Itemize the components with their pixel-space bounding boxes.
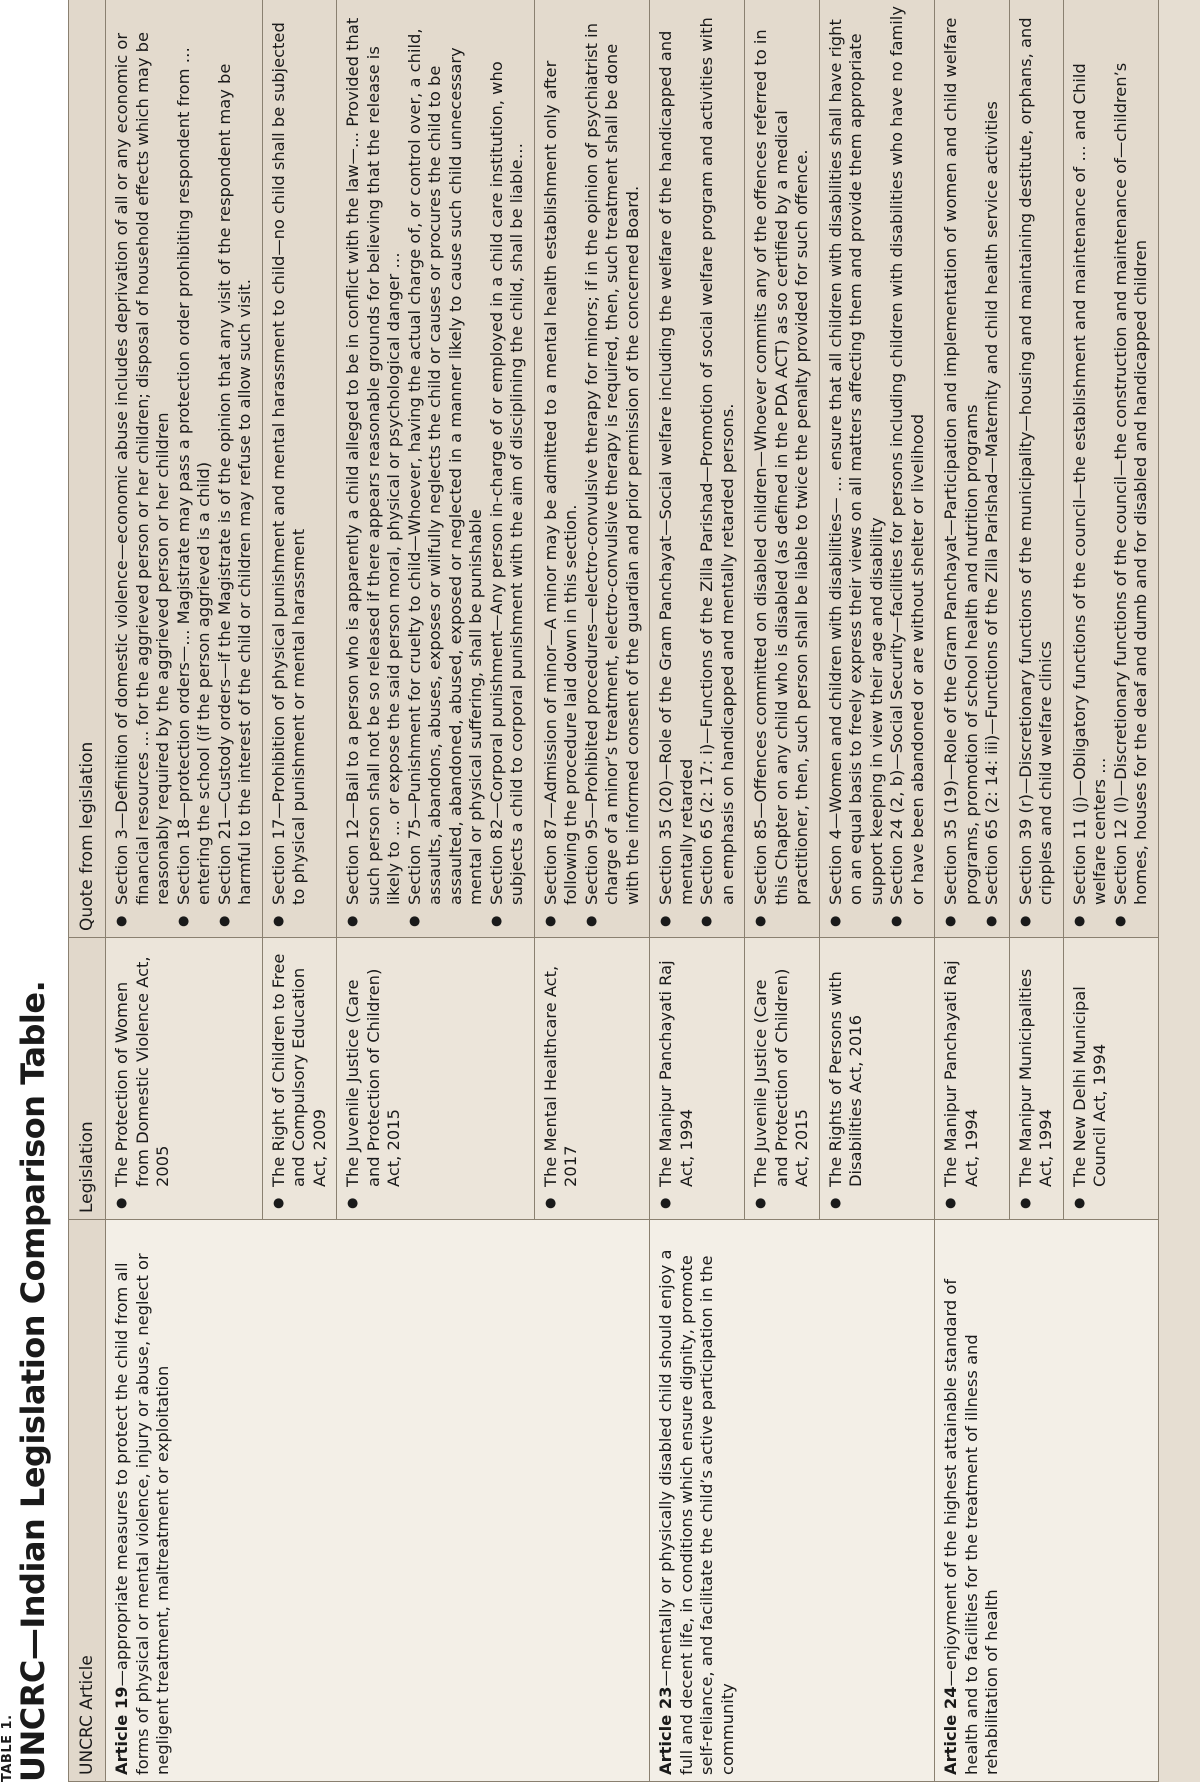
quote-text: Section 18—protection orders—… Magistrate may pass a protection order prohibiting respondent from … entering the school (if the person aggrieved is a child)	[173, 47, 213, 905]
quote-cell	[534, 0, 650, 938]
bullet-icon: ●	[1071, 915, 1087, 927]
bullet-icon: ●	[345, 915, 360, 927]
quote-cell	[1063, 0, 1158, 938]
quote-item	[982, 6, 1003, 931]
quote-text: Section 11 (j)—Obligatory functions of the council—the establishment and maintenance of … and Child welfare centers …	[1069, 63, 1109, 905]
article-title: Article 23	[656, 1686, 675, 1775]
legislation-item	[112, 944, 174, 1213]
legislation-cell	[745, 938, 820, 1220]
bullet-icon: ●	[699, 915, 714, 927]
quote-text: Section 21—Custody orders—if the Magistrate is of the opinion that any visit of the respondent may be harmful to the interest of the child or children may refuse to allow such visit.	[214, 63, 254, 905]
bullet-icon: ●	[1071, 1197, 1087, 1209]
quote-list	[343, 6, 528, 931]
legislation-item	[269, 944, 331, 1213]
article-description: —mentally or physically disabled child should enjoy a full and decent life, in conditions which ensure dignity, promote self-reliance, and facilitate the child’s active participation in the community	[656, 1249, 737, 1775]
legislation-item	[1070, 944, 1111, 1213]
table-row	[650, 0, 745, 1782]
bullet-icon: ●	[583, 915, 599, 927]
quote-text: Section 87—Admission of minor—A minor may be admitted to a mental health establishment only after following the procedure laid down in this section.	[540, 60, 580, 905]
quote-text: Section 35 (20)—Role of the Gram Panchayat—Social welfare including the welfare of the handicapped and mentally retarded	[656, 30, 696, 905]
legislation-item	[541, 944, 582, 1213]
uncrc-article-cell	[106, 1220, 650, 1782]
quote-item	[343, 6, 405, 931]
quote-item	[405, 6, 487, 931]
legislation-cell	[337, 938, 535, 1220]
bullet-icon: ●	[943, 915, 958, 927]
quote-cell	[106, 0, 263, 938]
legislation-item	[1016, 944, 1057, 1213]
quote-list	[1016, 6, 1057, 931]
quote-list	[541, 6, 644, 931]
quote-text: Section 3—Definition of domestic violence—economic abuse includes deprivation of all or any economic or financial resources … for the aggrieved person or her children; disposal of household effects which may be reasonably required by the aggrieved person or her children	[112, 32, 172, 905]
bullet-icon: ●	[345, 1197, 360, 1209]
quote-text: Section 95—Prohibited procedures—electro-convulsive therapy for minors; if in the opinion of psychiatrist in charge of a minor’s treatment, electro-convulsive therapy is required, then, such treatment shall be done with the informed consent of the guardian and prior permission of the concerned Board.	[581, 22, 642, 905]
article-title: Article 24	[941, 1686, 960, 1775]
quote-item	[215, 6, 256, 931]
quote-list	[751, 6, 813, 931]
quote-text: Section 65 (2: 17: i)—Functions of the Zilla Parishad—Promotion of social welfare program and activities with an emphasis on handicapped and mentally retarded persons.	[697, 17, 737, 905]
quote-text: Section 12—Bail to a person who is apparently a child alleged to be in conflict with the law—… Provided that such person shall not be so released if there appears reasonable grounds for believing that the release is likely to … or expose the said person moral, physical or psychological danger …	[343, 17, 403, 905]
bullet-icon: ●	[984, 915, 999, 927]
table-body	[106, 0, 1159, 1782]
uncrc-article-cell	[650, 1220, 935, 1782]
bullet-icon: ●	[889, 915, 904, 927]
bullet-icon: ●	[270, 915, 286, 927]
quote-cell	[337, 0, 535, 938]
legislation-name: The Juvenile Justice (Care and Protection of Children) Act, 2015	[343, 968, 403, 1187]
legislation-name: The Juvenile Justice (Care and Protection of Children) Act, 2015	[751, 968, 811, 1187]
legislation-cell	[819, 938, 935, 1220]
legislation-cell	[1009, 938, 1063, 1220]
quote-item	[941, 6, 982, 931]
quote-list	[826, 6, 929, 931]
legislation-cell	[1063, 938, 1158, 1220]
quote-item	[697, 6, 738, 931]
table-row	[106, 0, 263, 1782]
table-label: TABLE 1.	[0, 1714, 15, 1782]
quote-text: Section 17—Prohibition of physical punishment and mental harassment to child—no child shall be subjected to physical punishment or mental harassment	[268, 22, 308, 905]
quote-text: Section 82—Corporal punishment—Any person in-charge of or employed in a child care institution, who subjects a child to corporal punishment with the aim of disciplining the child, shall be liable…	[486, 61, 526, 905]
comparison-table-container	[68, 0, 1200, 1782]
header-quote: Quote from legislation	[69, 0, 106, 938]
bullet-icon: ●	[753, 1197, 768, 1209]
quote-list	[112, 6, 256, 931]
legislation-item	[826, 944, 867, 1213]
quote-text: Section 85—Offences committed on disabled children—Whoever commits any of the offences referred to in this Chapter on any child who is disabled (as defined in the PDA ACT) as so certified by a medical practitioner, then, such person shall be liable to twice the penalty provided for such offence.	[751, 29, 811, 905]
quote-cell	[650, 0, 745, 938]
bullet-icon: ●	[542, 915, 558, 927]
article-description: —enjoyment of the highest attainable standard of health and to facilities for the treatment of illness and rehabilitation of health	[941, 1278, 1001, 1775]
quote-item	[582, 6, 644, 931]
bullet-icon: ●	[827, 915, 843, 927]
quote-item	[541, 6, 582, 931]
legislation-name: The Manipur Panchayati Raj Act, 1994	[656, 960, 696, 1187]
bullet-icon: ●	[542, 1197, 558, 1209]
legislation-item	[751, 944, 813, 1213]
quote-item	[751, 6, 813, 931]
article-description: —appropriate measures to protect the child from all forms of physical or mental violence, injury or abuse, neglect or negligent treatment, maltreatment or exploitation	[112, 1253, 172, 1775]
quote-item	[174, 6, 215, 931]
quote-item	[1016, 6, 1057, 931]
legislation-name: The Mental Healthcare Act, 2017	[540, 965, 580, 1187]
legislation-cell	[650, 938, 745, 1220]
legislation-cell	[935, 938, 1010, 1220]
bullet-icon: ●	[488, 915, 504, 927]
quote-list	[656, 6, 738, 931]
bullet-icon: ●	[270, 1197, 286, 1209]
bullet-icon: ●	[827, 1197, 843, 1209]
quote-text: Section 4—Women and children with disabilities— … ensure that all children with disabilities shall have right on an equal basis to freely express their views on all matters affecting them and provide them appropriate support keeping in view their age and disability	[825, 19, 886, 905]
bullet-icon: ●	[753, 915, 768, 927]
bullet-icon: ●	[658, 915, 673, 927]
bullet-icon: ●	[406, 915, 422, 927]
header-uncrc-article: UNCRC Article	[69, 1220, 106, 1782]
header-row	[69, 0, 106, 1782]
quote-text: Section 65 (2: 14: iii)—Functions of the Zilla Parishad—Maternity and child health service activities	[982, 101, 1001, 905]
legislation-name: The Manipur Panchayati Raj Act, 1994	[941, 960, 981, 1187]
quote-text: Section 75—Punishment for cruelty to child—Whoever, having the actual charge of, or control over, a child, assaults, abandons, abuses, exposes or wilfully neglects the child or causes or procures the child to be assaulted, abandoned, abused, exposed or neglected in a manner likely to cause such child unnecessary mental or physical suffering, shall be punishable	[404, 28, 485, 905]
table-row	[935, 0, 1010, 1782]
legislation-item	[343, 944, 405, 1213]
legislation-name: The Right of Children to Free and Compulsory Education Act, 2009	[268, 953, 329, 1187]
table-title: UNCRC—Indian Legislation Comparison Table.	[14, 980, 52, 1782]
quote-item	[1070, 6, 1111, 931]
uncrc-article-cell	[935, 1220, 1159, 1782]
quote-cell	[745, 0, 820, 938]
legislation-item	[656, 944, 697, 1213]
quote-item	[656, 6, 697, 931]
legislation-cell	[534, 938, 650, 1220]
quote-text: Section 35 (19)—Role of the Gram Panchayat—Participation and implementation of women and child welfare programs, promotion of school health and nutrition programs	[941, 17, 981, 905]
bullet-icon: ●	[114, 1197, 129, 1209]
header-legislation: Legislation	[69, 938, 106, 1220]
quote-item	[1111, 6, 1152, 931]
quote-cell	[262, 0, 337, 938]
comparison-table	[68, 0, 1159, 1782]
bullet-icon: ●	[114, 915, 129, 927]
quote-item	[487, 6, 528, 931]
bullet-icon: ●	[658, 1197, 673, 1209]
quote-list	[269, 6, 310, 931]
legislation-item	[941, 944, 982, 1213]
legislation-cell	[262, 938, 337, 1220]
legislation-cell	[106, 938, 263, 1220]
legislation-name: The Manipur Municipalities Act, 1994	[1015, 968, 1055, 1187]
quote-cell	[819, 0, 935, 938]
quote-item	[112, 6, 174, 931]
bullet-icon: ●	[1112, 915, 1128, 927]
quote-list	[941, 6, 1003, 931]
quote-item	[826, 6, 888, 931]
bullet-icon: ●	[216, 915, 232, 927]
bullet-icon: ●	[1017, 915, 1033, 927]
bullet-icon: ●	[1017, 1197, 1033, 1209]
quote-list	[1070, 6, 1152, 931]
legislation-name: The Protection of Women from Domestic Violence Act, 2005	[112, 956, 172, 1187]
bullet-icon: ●	[943, 1197, 958, 1209]
quote-cell	[935, 0, 1010, 938]
quote-item	[887, 6, 928, 931]
legislation-name: The New Delhi Municipal Council Act, 1994	[1069, 986, 1109, 1187]
bullet-icon: ●	[175, 915, 191, 927]
quote-text: Section 24 (2, b)—Social Security—facilities for persons including children with disabilities who have no family or have been abandoned or are without shelter or livelihood	[887, 6, 927, 905]
article-title: Article 19	[112, 1686, 131, 1775]
quote-item	[269, 6, 310, 931]
quote-cell	[1009, 0, 1063, 938]
quote-text: Section 39 (r)—Discretionary functions of the municipality—housing and maintaining destitute, orphans, and cripples and child welfare clinics	[1015, 17, 1055, 905]
quote-text: Section 12 (l)—Discretionary functions of the council—the construction and maintenance of—children’s homes, houses for the deaf and dumb and for disabled and handicapped children	[1110, 62, 1150, 905]
legislation-name: The Rights of Persons with Disabilities Act, 2016	[825, 971, 865, 1187]
